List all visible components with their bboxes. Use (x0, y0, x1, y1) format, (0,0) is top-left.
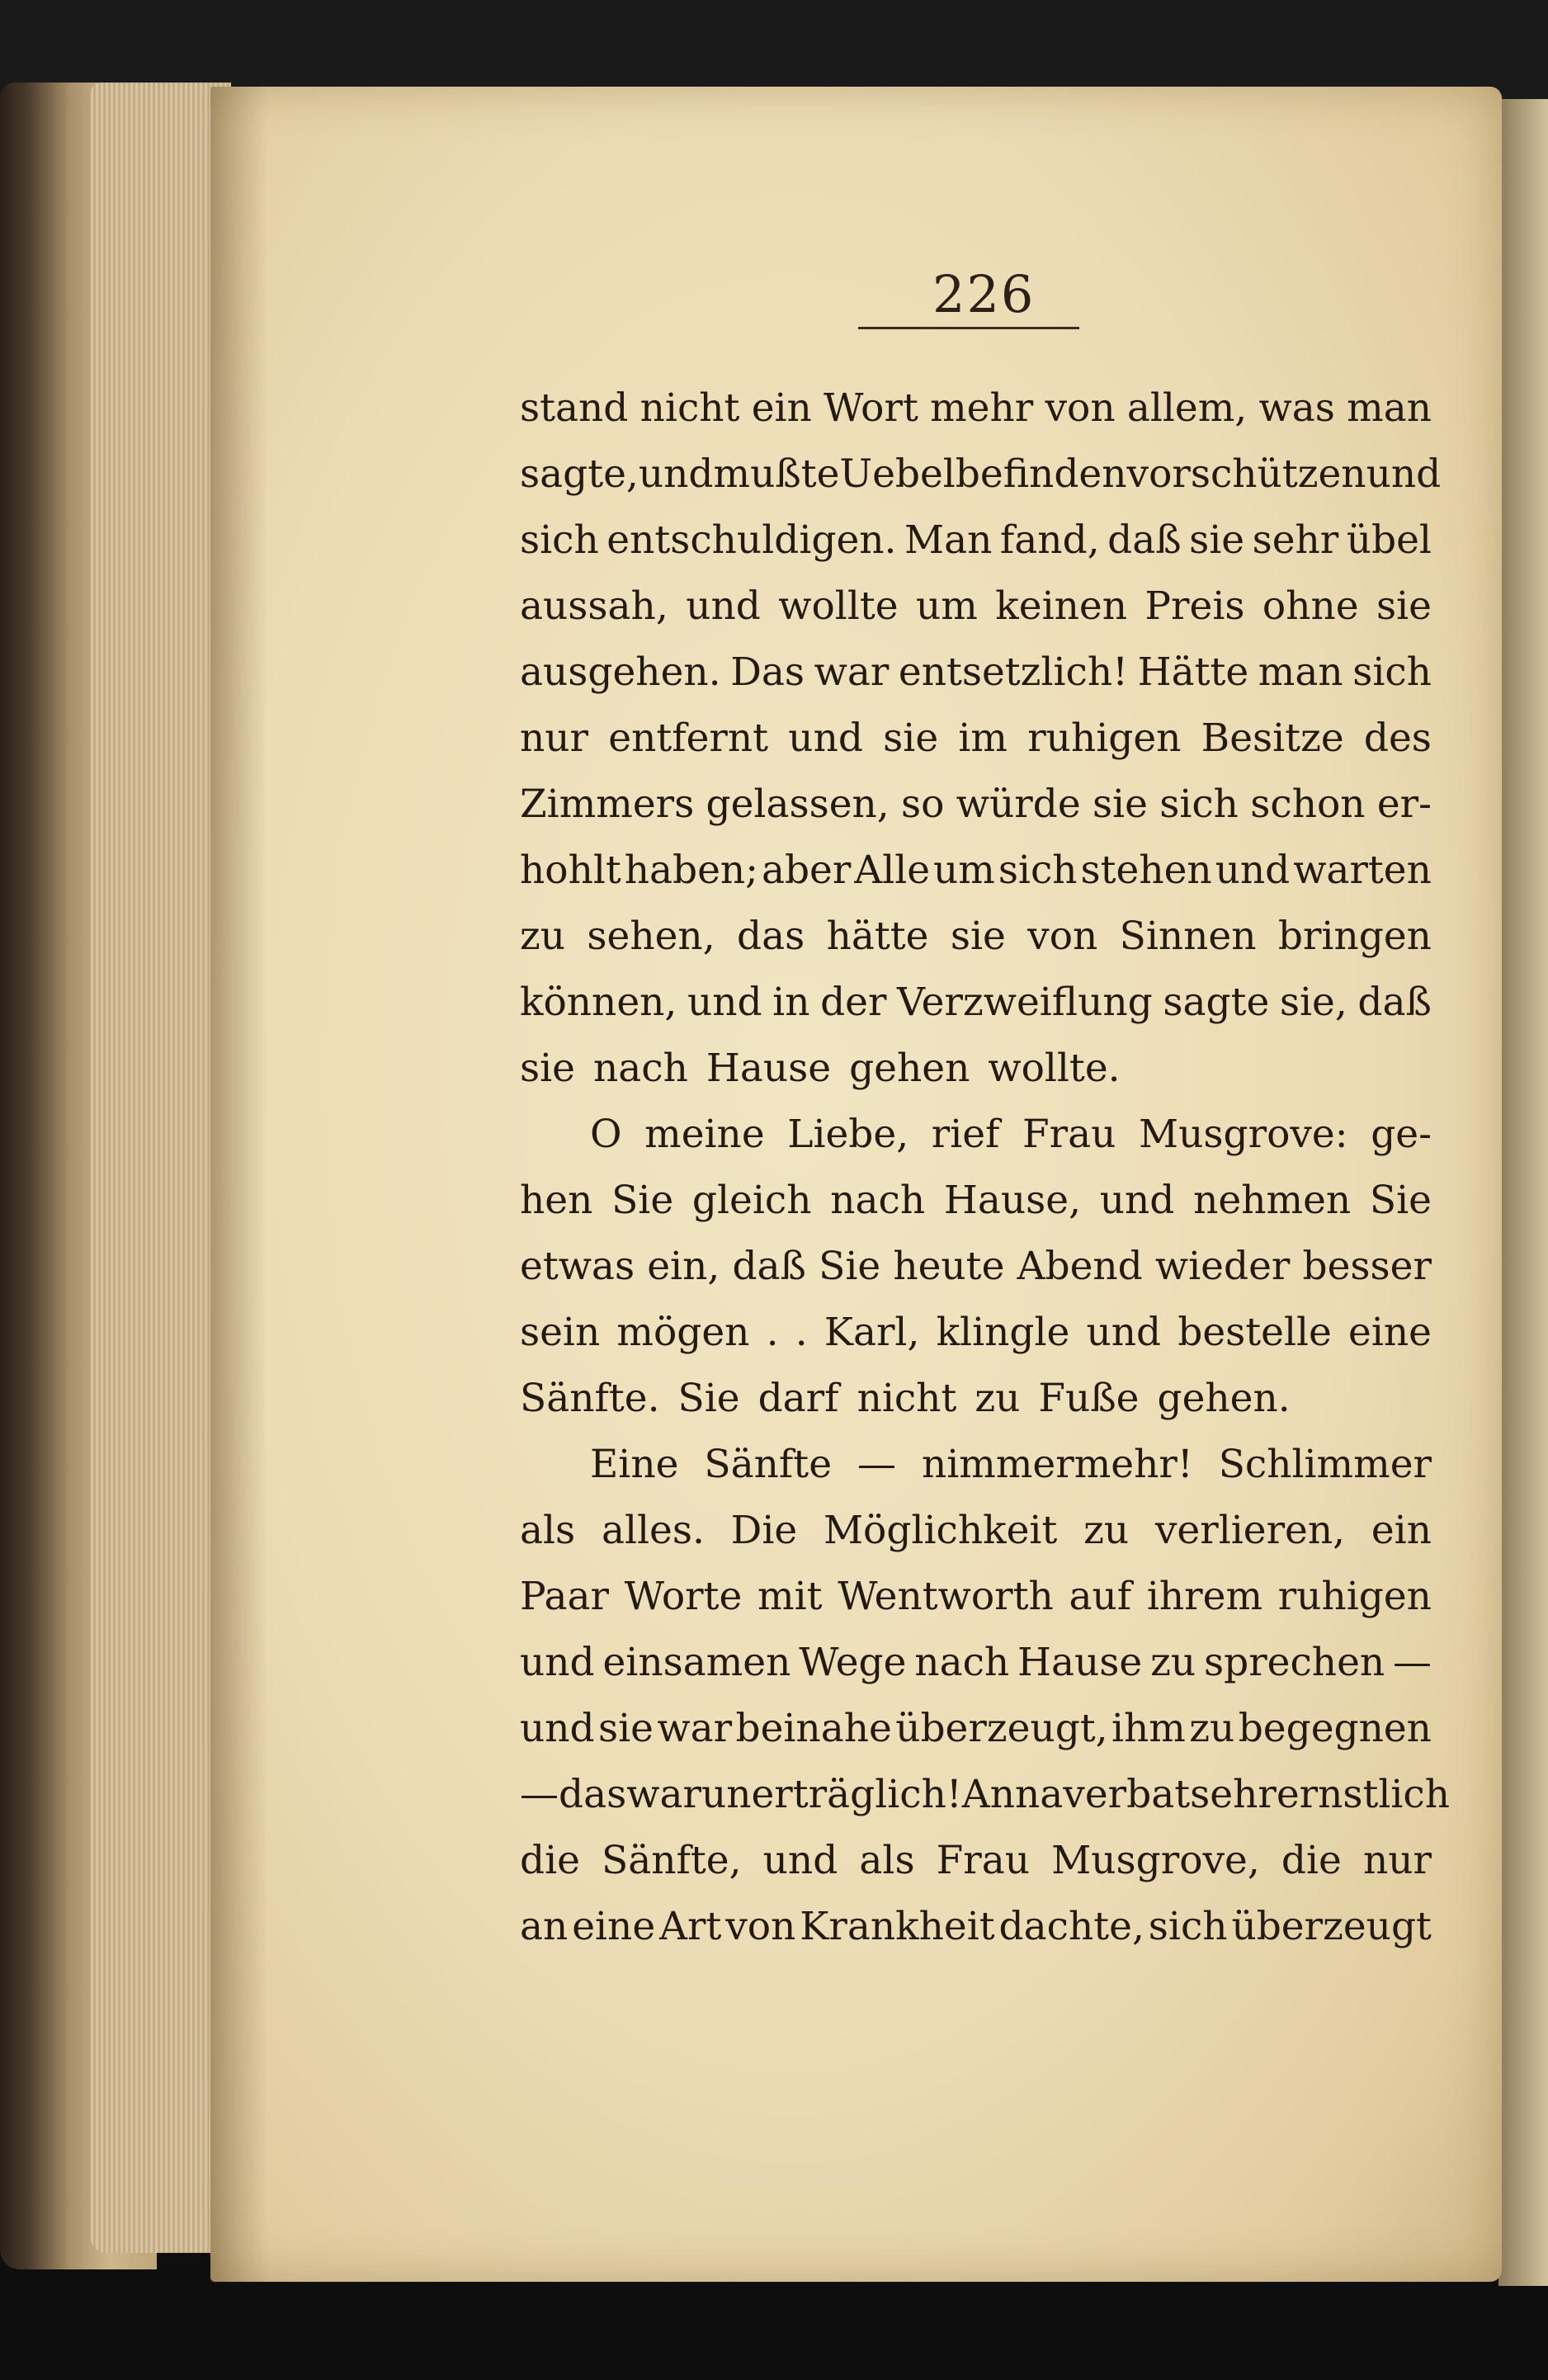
word: sehr (1252, 517, 1339, 563)
word: bringen (1277, 914, 1432, 959)
word: sich (998, 848, 1078, 893)
word: von (1045, 385, 1116, 431)
word: und (520, 1640, 595, 1685)
word: ohne (1262, 583, 1359, 629)
word: des (1363, 715, 1432, 761)
word: nicht (857, 1376, 957, 1421)
word: übel (1346, 517, 1432, 563)
text-line (520, 772, 1432, 838)
word: allem, (1126, 385, 1248, 431)
word: klingle (936, 1310, 1070, 1355)
word: nach (592, 1046, 688, 1091)
word: darf (757, 1376, 839, 1421)
text-line (520, 442, 1442, 508)
word: Wort (824, 385, 918, 431)
word: um (916, 583, 978, 629)
text-line (520, 508, 1432, 574)
word: sich (520, 517, 599, 563)
word: ernstlich (1276, 1772, 1451, 1817)
word: Möglichkeit (823, 1508, 1058, 1553)
word: ihrem (1146, 1574, 1263, 1619)
word: haben; (624, 848, 758, 893)
word: heute (893, 1244, 1005, 1289)
word: vorschützen (1126, 451, 1366, 497)
word: sie (1189, 517, 1245, 563)
word: gelassen, (706, 782, 890, 827)
text-line (520, 706, 1432, 772)
word: Hätte (1137, 649, 1249, 695)
word: als (520, 1508, 576, 1553)
word: und (638, 451, 714, 497)
text-line (520, 1630, 1432, 1696)
word: —das (520, 1772, 627, 1817)
word: Eine (590, 1442, 679, 1487)
word: Hause, (943, 1178, 1082, 1223)
word: Paar (520, 1574, 610, 1619)
word: Liebe, (787, 1112, 909, 1157)
word: eine (1348, 1310, 1432, 1355)
word: ruhigen (1027, 715, 1182, 761)
text-line (520, 838, 1432, 904)
word: man (1258, 649, 1343, 695)
word: von (725, 1904, 796, 1949)
word: gehen. (1157, 1376, 1291, 1421)
word: auf (1069, 1574, 1132, 1619)
word: Abend (1017, 1244, 1143, 1289)
word: alles. (601, 1508, 705, 1553)
word: rief (931, 1112, 1000, 1157)
word: Worte (624, 1574, 743, 1619)
word: das (737, 914, 805, 959)
word: nur (1362, 1838, 1432, 1883)
word: daß (1357, 980, 1432, 1025)
word: sich (1159, 782, 1239, 827)
word: zu (975, 1376, 1021, 1421)
word: Man (904, 517, 993, 563)
word: und (1366, 451, 1442, 497)
word: Musgrove, (1051, 1838, 1260, 1883)
word: die (1281, 1838, 1342, 1883)
word: entfernt (608, 715, 769, 761)
word: hen (520, 1178, 593, 1223)
text-line (520, 1432, 1432, 1498)
text-line (520, 1498, 1432, 1564)
word: Sie (677, 1376, 740, 1421)
word: Frau (936, 1838, 1031, 1883)
word: an (520, 1904, 569, 1949)
word: verbat (1063, 1772, 1191, 1817)
word: sich (1148, 1904, 1228, 1949)
page-number: 226 (932, 264, 1036, 324)
word: schon (1250, 782, 1366, 827)
word: hohlt (520, 848, 621, 893)
word: und (762, 1838, 838, 1883)
word: aber (761, 848, 852, 893)
text-line (520, 1168, 1432, 1234)
word: Fuße (1038, 1376, 1140, 1421)
word: wollte (778, 583, 899, 629)
word: und (1215, 848, 1291, 893)
word: unerträglich! (701, 1772, 962, 1817)
word: Preis (1144, 583, 1245, 629)
word: Zimmers (520, 782, 695, 827)
word: Wentworth (838, 1574, 1054, 1619)
word: Hause (1017, 1640, 1143, 1685)
word: Musgrove: (1139, 1112, 1348, 1157)
word: ein, (647, 1244, 720, 1289)
word: eine (572, 1904, 656, 1949)
word: bestelle (1178, 1310, 1332, 1355)
word: begegnen (1238, 1706, 1432, 1751)
word: Krankheit (800, 1904, 995, 1949)
word: überzeugt (1231, 1904, 1432, 1949)
word: sie (1376, 583, 1432, 629)
word: sagte, (520, 451, 639, 497)
word: können, (520, 980, 677, 1025)
word: hätte (826, 914, 929, 959)
word: meine (644, 1112, 765, 1157)
word: nur (520, 715, 589, 761)
word: daß (1107, 517, 1182, 563)
text-line (520, 1102, 1432, 1168)
text-line (520, 1894, 1432, 1960)
word: Verzweiflung (897, 980, 1153, 1025)
word: die (520, 1838, 580, 1883)
text-line (520, 640, 1432, 706)
word: was (1258, 385, 1335, 431)
word: einsamen (602, 1640, 791, 1685)
word: Karl, (824, 1310, 920, 1355)
word: war (814, 649, 890, 695)
text-line (520, 1564, 1432, 1630)
word: entschuldigen. (606, 517, 897, 563)
word: Art (659, 1904, 722, 1949)
word: Sie (611, 1178, 674, 1223)
word: Anna (961, 1772, 1064, 1817)
word: beinahe (735, 1706, 892, 1751)
word: der (820, 980, 887, 1025)
word: als (859, 1838, 915, 1883)
word: verlieren, (1154, 1508, 1346, 1553)
word: ausgehen. (520, 649, 721, 695)
text-line (520, 1828, 1432, 1894)
word: sehen, (587, 914, 715, 959)
word: Wege (799, 1640, 907, 1685)
word: sehr (1190, 1772, 1277, 1817)
word: nach (830, 1178, 926, 1223)
word: ruhigen (1277, 1574, 1432, 1619)
word: besser (1302, 1244, 1432, 1289)
word: er- (1376, 782, 1432, 827)
word: Sänfte, (602, 1838, 742, 1883)
word: zu (1150, 1640, 1196, 1685)
gutter-shadow (210, 87, 268, 2282)
body-text (520, 375, 1451, 1960)
text-line (520, 574, 1432, 640)
word: etwas (520, 1244, 635, 1289)
word: sie (950, 914, 1006, 959)
word: wieder (1154, 1244, 1291, 1289)
word: um (933, 848, 995, 893)
word: man (1347, 385, 1432, 431)
word: mußte (713, 451, 840, 497)
word: war (626, 1772, 701, 1817)
word: zu (1083, 1508, 1130, 1553)
word: nicht (639, 385, 740, 431)
word: Besitze (1201, 715, 1344, 761)
header-rule (858, 327, 1079, 329)
word: Die (730, 1508, 798, 1553)
text-line (520, 1300, 1432, 1366)
word: keinen (995, 583, 1127, 629)
word: nehmen (1193, 1178, 1352, 1223)
word: entsetzlich! (898, 649, 1128, 695)
word: mit (757, 1574, 823, 1619)
word: und (686, 583, 761, 629)
word: zu (520, 914, 566, 959)
word: gleich (691, 1178, 812, 1223)
word: sie (520, 1046, 575, 1091)
word: und (687, 980, 762, 1025)
word: ge- (1371, 1112, 1432, 1157)
word: Das (730, 649, 805, 695)
word: daß (732, 1244, 806, 1289)
word: dachte, (998, 1904, 1144, 1949)
word: so (901, 782, 945, 827)
word: mögen (616, 1310, 750, 1355)
word: — (857, 1442, 896, 1487)
word: gehen (849, 1046, 970, 1091)
word: und (520, 1706, 595, 1751)
word: . (795, 1310, 808, 1355)
text-line (520, 1036, 1432, 1102)
word: sich (1352, 649, 1432, 695)
word: im (958, 715, 1008, 761)
text-line (520, 1366, 1432, 1432)
word: Alle (854, 848, 931, 893)
text-line (520, 375, 1432, 442)
word: mehr (930, 385, 1034, 431)
word: sie (1092, 782, 1148, 827)
word: sprechen (1203, 1640, 1385, 1685)
word: ein (1371, 1508, 1432, 1553)
word: — (1393, 1640, 1432, 1685)
word: sie, (1279, 980, 1347, 1025)
word: überzeugt, (895, 1706, 1108, 1751)
word: Schlimmer (1218, 1442, 1432, 1487)
text-line (520, 1762, 1451, 1828)
word: sie (883, 715, 939, 761)
word: nach (914, 1640, 1010, 1685)
text-line (520, 904, 1432, 970)
text-line (520, 970, 1432, 1036)
word: und (788, 715, 863, 761)
word: Sinnen (1119, 914, 1257, 959)
word: in (772, 980, 810, 1025)
word: zu (1189, 1706, 1235, 1751)
word: aussah, (520, 583, 668, 629)
word: von (1027, 914, 1098, 959)
word: stehen (1080, 848, 1212, 893)
word: würde (956, 782, 1081, 827)
word: und (1099, 1178, 1175, 1223)
word: fand, (999, 517, 1100, 563)
word: nimmermehr! (921, 1442, 1193, 1487)
word: sagte (1163, 980, 1270, 1025)
text-line (520, 1696, 1432, 1762)
word: und (1086, 1310, 1162, 1355)
word: sie (598, 1706, 654, 1751)
word: stand (520, 385, 629, 431)
facing-page-edge (1498, 99, 1548, 2286)
word: ein (751, 385, 812, 431)
word: Sänfte. (520, 1376, 660, 1421)
word: Sänfte (704, 1442, 833, 1487)
word: ihm (1111, 1706, 1186, 1751)
word: . (766, 1310, 779, 1355)
word: sein (520, 1310, 601, 1355)
word: O (590, 1112, 622, 1157)
word: wollte. (988, 1046, 1121, 1091)
word: Uebelbefinden (839, 451, 1127, 497)
word: Hause (706, 1046, 832, 1091)
word: Frau (1022, 1112, 1116, 1157)
word: Sie (819, 1244, 881, 1289)
word: warten (1293, 848, 1432, 893)
text-line (520, 1234, 1432, 1300)
word: Sie (1369, 1178, 1432, 1223)
word: war (657, 1706, 733, 1751)
